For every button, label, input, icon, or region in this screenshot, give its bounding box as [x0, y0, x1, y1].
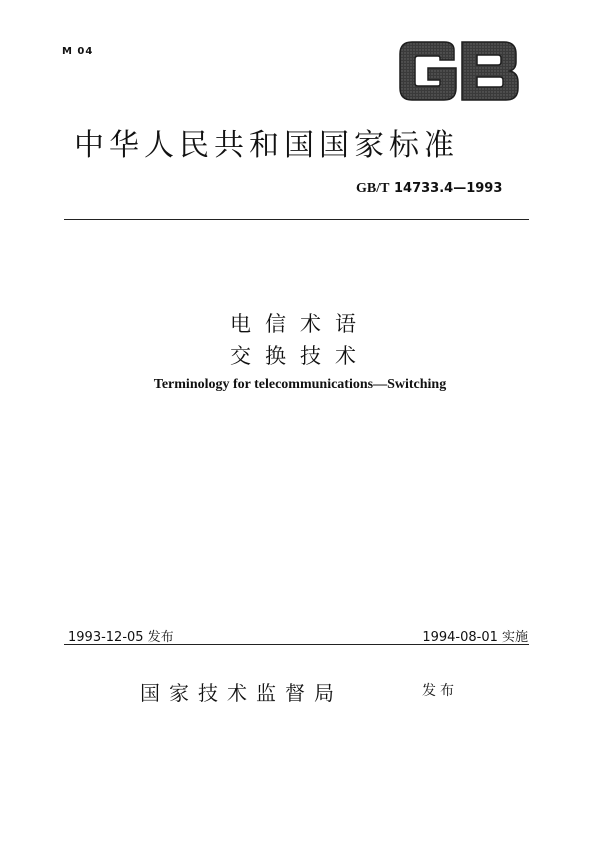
effective-date: 1994-08-01 实施	[422, 630, 528, 645]
title-en: Terminology for telecommunications—Switching	[153, 377, 447, 392]
classification-code: M 04	[62, 46, 94, 57]
bottom-divider	[64, 644, 529, 645]
issued-by-label: 发布	[422, 683, 458, 699]
standard-number-rest: 14733.4—1993	[389, 181, 503, 196]
top-divider	[64, 219, 529, 220]
title-cn-line1: 电信术语	[230, 312, 370, 336]
gb-logo	[398, 40, 520, 102]
issuing-authority: 国家技术监督局	[140, 681, 343, 705]
publisher-title: 中华人民共和国国家标准	[74, 128, 459, 163]
title-cn-line2: 交换技术	[230, 344, 370, 368]
issue-date: 1993-12-05 发布	[68, 630, 174, 645]
standard-number-prefix: GB/T	[356, 181, 390, 196]
standard-number	[356, 181, 502, 197]
